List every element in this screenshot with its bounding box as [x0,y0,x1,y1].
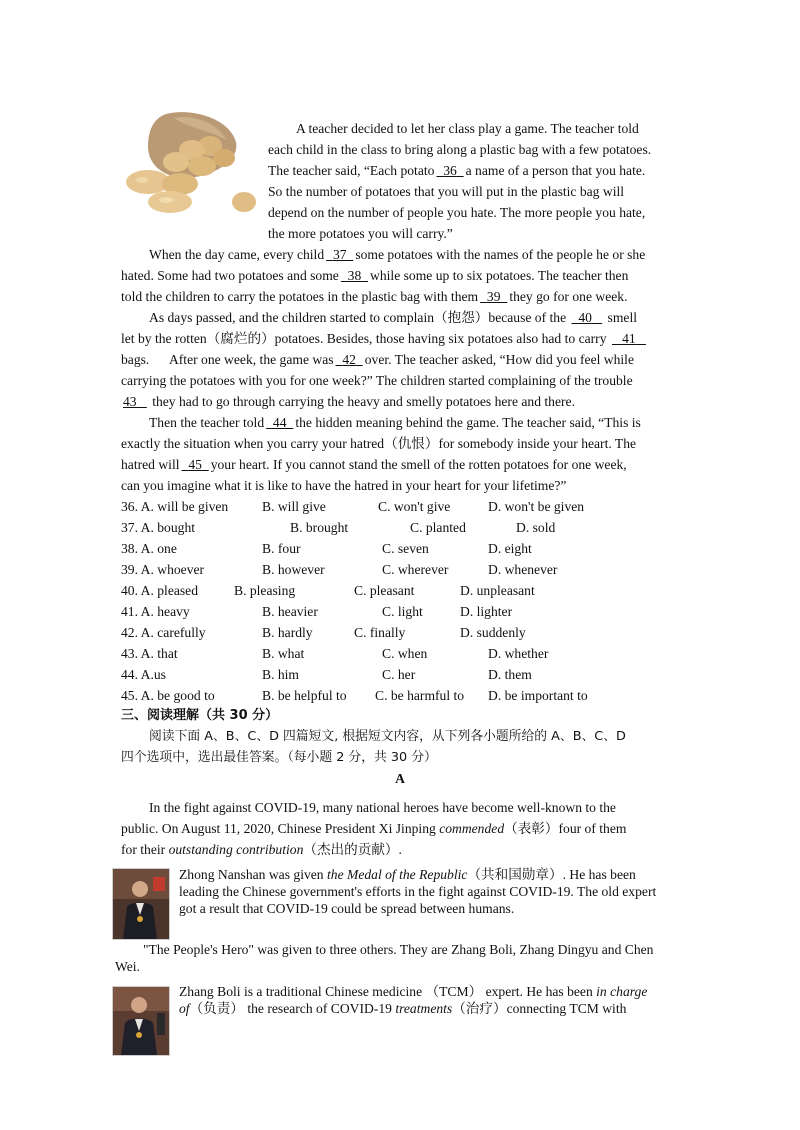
instruction-line: 阅读下面 A、B、C、D 四篇短文, 根据短文内容，从下列各小题所给的 A、B、C、D [149,729,626,744]
cloze-line: When the day came, every child 37 some potatoes with the names of the people he or she [149,247,646,262]
zhong-nanshan-photo [112,868,170,940]
cloze-line: A teacher decided to let her class play a game. The teacher told [296,121,639,136]
cloze-line: carrying the potatoes with you for one week?” The children started complaining of the trouble [121,373,633,388]
question-38-options [121,538,721,559]
cloze-paragraph-1 [268,118,678,244]
cloze-line: hated. Some had two potatoes and some 38 while some up to six potatoes. The teacher then [121,268,629,283]
intro-line: public. On August 11, 2020, Chinese President Xi Jinping commended（表彰）four of them [121,821,627,836]
blank-41[interactable]: 41 [622,331,636,346]
option-b[interactable]: B. four [262,541,301,556]
option-b[interactable]: B. be helpful to [262,688,347,703]
blank-37[interactable]: 37 [332,247,347,262]
option-d[interactable]: D. whenever [488,562,558,577]
passage-a-intro [121,797,679,860]
question-36-options [121,496,721,517]
option-c[interactable]: C. finally [354,625,406,640]
question-41-options [121,601,721,622]
zhong-line: Zhong Nanshan was given the Medal of the Republic（共和国勋章）. He has been [179,867,636,882]
intro-line: for their outstanding contribution（杰出的贡献）. [121,842,402,857]
question-44-options [121,664,721,685]
cloze-paragraph-2 [121,244,679,307]
option-c[interactable]: C. when [382,646,428,661]
option-b[interactable]: B. him [262,667,300,682]
cloze-line: So the number of potatoes that you will put in the plastic bag will [268,184,625,199]
zhong-line: got a result that COVID-19 could be spread between humans. [179,901,515,916]
option-a[interactable]: 41. A. heavy [121,604,190,619]
option-b[interactable]: B. however [262,562,325,577]
option-b[interactable]: B. heavier [262,604,318,619]
option-a[interactable]: 43. A. that [121,646,178,661]
option-d[interactable]: D. be important to [488,688,588,703]
question-37-options [121,517,721,538]
option-a[interactable]: 37. A. bought [121,520,196,535]
option-c[interactable]: C. won't give [378,499,451,514]
blank-42[interactable]: 42 [342,352,356,367]
question-45-options [121,685,721,706]
cloze-line: exactly the situation when you carry your hatred（仇恨）for somebody inside your heart. The [121,436,637,451]
cloze-line: As days passed, and the children started to complain（抱怨）because of the 40 smell [149,310,637,325]
cloze-line: bags. After one week, the game was 42 over. The teacher asked, “How did you feel while [121,352,634,367]
cloze-line: The teacher said, “Each potato 36 a name of a person that you hate. [268,163,646,178]
intro-line: In the fight against COVID-19, many national heroes have become well-known to the [149,800,616,815]
cloze-line: can you imagine what it is like to have the hatred in your heart for your lifetime?” [121,478,567,493]
option-d[interactable]: D. unpleasant [460,583,535,598]
option-c[interactable]: C. seven [382,541,429,556]
section-heading: 三、阅读理解（共 30 分） [121,708,279,723]
zhangboli-line: Zhang Boli is a traditional Chinese medicine （TCM） expert. He has been in charge [179,984,648,999]
question-40-options [121,580,721,601]
cloze-paragraph-3 [121,307,679,412]
passage-label-a: A [395,771,405,786]
blank-43[interactable]: 43 [123,394,137,409]
option-b[interactable]: B. pleasing [234,583,296,598]
zhong-line: leading the Chinese government's efforts in the fight against COVID-19. The old expert [179,884,657,899]
option-d[interactable]: D. whether [488,646,549,661]
option-d[interactable]: D. sold [516,520,556,535]
zhong-nanshan-text [179,866,679,917]
blank-40[interactable]: 40 [578,310,592,325]
option-a[interactable]: 45. A. be good to [121,688,215,703]
blank-38[interactable]: 38 [347,268,362,283]
peoples-hero-paragraph [115,941,679,975]
option-d[interactable]: D. eight [488,541,532,556]
question-39-options [121,559,721,580]
option-c[interactable]: C. planted [410,520,466,535]
option-d[interactable]: D. suddenly [460,625,526,640]
option-b[interactable]: B. what [262,646,305,661]
hero-line: "The People's Hero" was given to three others. They are Zhang Boli, Zhang Dingyu and Chen [143,942,654,957]
cloze-line: each child in the class to bring along a plastic bag with a few potatoes. [268,142,652,157]
option-c[interactable]: C. light [382,604,423,619]
question-42-options [121,622,721,643]
hero-line: Wei. [115,959,140,974]
option-a[interactable]: 39. A. whoever [121,562,205,577]
option-c[interactable]: C. be harmful to [375,688,465,703]
option-d[interactable]: D. lighter [460,604,513,619]
option-b[interactable]: B. will give [262,499,326,514]
option-c[interactable]: C. pleasant [354,583,415,598]
option-a[interactable]: 36. A. will be given [121,499,229,514]
option-d[interactable]: D. them [488,667,532,682]
portrait-illustration [113,869,169,939]
zhang-boli-photo [112,986,170,1056]
instruction-line: 四个选项中，选出最佳答案。（每小题 2 分，共 30 分） [121,750,437,765]
blank-39[interactable]: 39 [486,289,501,304]
blank-45[interactable]: 45 [188,457,202,472]
option-a[interactable]: 40. A. pleased [121,583,199,598]
cloze-line: 43 they had to go through carrying the heavy and smelly potatoes here and there. [123,394,575,409]
potato-sack-image [118,112,258,216]
blank-36[interactable]: 36 [443,163,457,178]
cloze-line: Then the teacher told 44 the hidden meaning behind the game. The teacher said, “This is [149,415,641,430]
cloze-paragraph-4 [121,412,679,496]
portrait-illustration [113,987,169,1055]
potato-illustration [118,112,258,216]
section-instructions [121,726,681,768]
option-c[interactable]: C. her [382,667,416,682]
option-a[interactable]: 42. A. carefully [121,625,206,640]
option-a[interactable]: 38. A. one [121,541,177,556]
question-43-options [121,643,721,664]
option-a[interactable]: 44. A.us [121,667,166,682]
blank-44[interactable]: 44 [272,415,287,430]
cloze-line: the more potatoes you will carry.” [268,226,453,241]
zhangboli-line: of（负责） the research of COVID-19 treatments（治疗）connecting TCM with [179,1001,627,1016]
option-c[interactable]: C. wherever [382,562,449,577]
option-b[interactable]: B. hardly [262,625,313,640]
cloze-line: let by the rotten（腐烂的）potatoes. Besides, those having six potatoes also had to carry 41 [121,328,679,349]
cloze-line: hatred will 45 your heart. If you cannot stand the smell of the rotten potatoes for one week, [121,457,627,472]
zhang-boli-text [179,983,679,1017]
cloze-line: depend on the number of people you hate. The more people you hate, [268,205,646,220]
option-b[interactable]: B. brought [290,520,349,535]
cloze-line: told the children to carry the potatoes in the plastic bag with them 39 they go for one week. [121,289,628,304]
option-d[interactable]: D. won't be given [488,499,585,514]
